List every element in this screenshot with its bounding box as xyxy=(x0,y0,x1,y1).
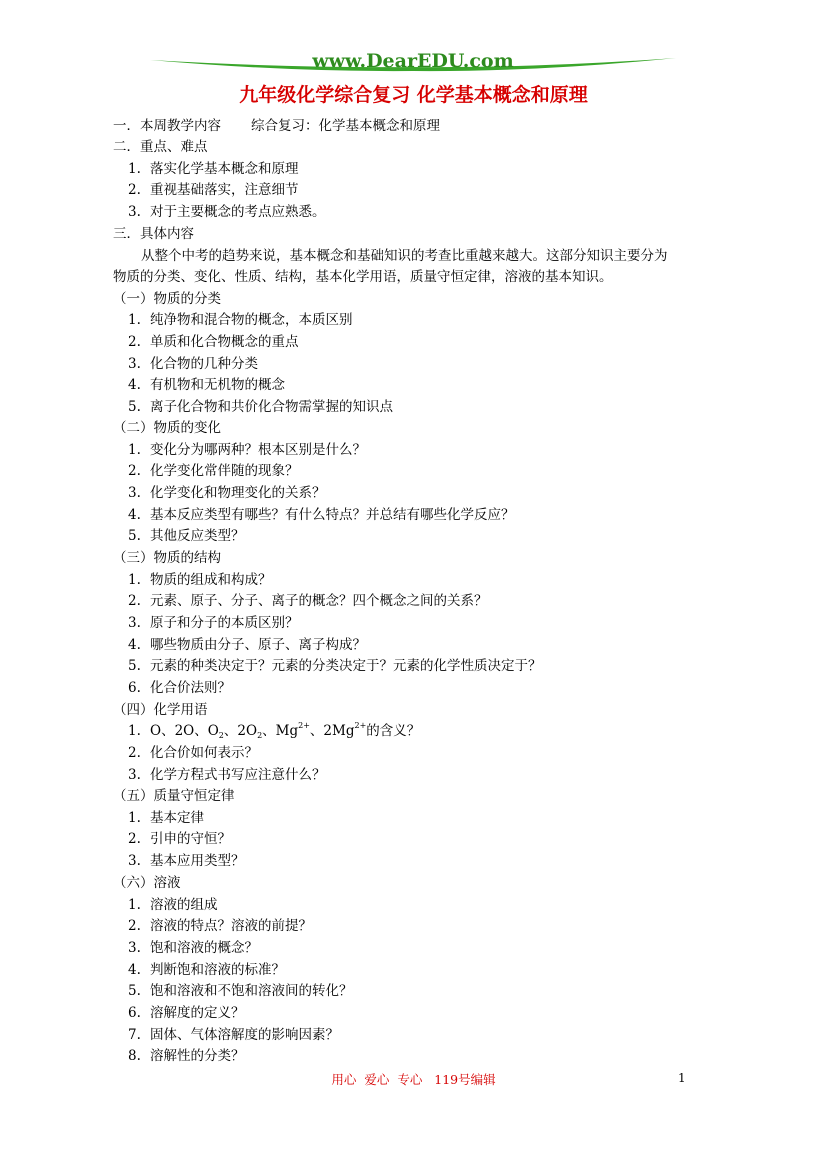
list-item: 1. 纯净物和混合物的概念，本质区别 xyxy=(128,312,353,328)
list-item: 1. 基本定律 xyxy=(128,810,204,826)
list-item: 8. 溶解性的分类？ xyxy=(128,1048,245,1064)
subsection-heading: （五）质量守恒定律 xyxy=(113,788,235,804)
list-item: 2. 重视基础落实，注意细节 xyxy=(128,182,299,198)
list-item: 4. 哪些物质由分子、原子、离子构成？ xyxy=(128,637,366,653)
list-item: 1. 落实化学基本概念和原理 xyxy=(128,161,299,177)
list-item: 3. 饱和溶液的概念？ xyxy=(128,940,258,956)
section-1-label: 一．本周教学内容 xyxy=(113,118,221,134)
subsection-heading: （六）溶液 xyxy=(113,875,181,891)
list-item: 3. 基本应用类型？ xyxy=(128,853,245,869)
list-item: 3. 化合物的几种分类 xyxy=(128,356,258,372)
header-banner xyxy=(148,48,678,78)
list-item: 4. 有机物和无机物的概念 xyxy=(128,377,285,393)
list-item: 6. 化合价法则？ xyxy=(128,680,231,696)
page-number: 1 xyxy=(678,1071,686,1085)
list-item: 3. 原子和分子的本质区别？ xyxy=(128,615,299,631)
list-item: 2. 化学变化常伴随的现象？ xyxy=(128,463,299,479)
section-3-heading: 三．具体内容 xyxy=(113,226,194,242)
list-item: 2. 溶液的特点？溶液的前提？ xyxy=(128,918,312,934)
list-item: 5. 其他反应类型？ xyxy=(128,528,245,544)
list-item: 3. 化学方程式书写应注意什么？ xyxy=(128,767,326,783)
list-item: 6. 溶解度的定义？ xyxy=(128,1005,245,1021)
list-item: 5. 元素的种类决定于？元素的分类决定于？元素的化学性质决定于？ xyxy=(128,658,542,674)
list-item: 1. 物质的组成和构成？ xyxy=(128,572,272,588)
subsection-heading: （三）物质的结构 xyxy=(113,550,221,566)
list-item: 3. 对于主要概念的考点应熟悉。 xyxy=(128,204,326,220)
subsection-heading: （四）化学用语 xyxy=(113,702,208,718)
subsection-heading: （一）物质的分类 xyxy=(113,291,221,307)
document-title: 九年级化学综合复习 化学基本概念和原理 xyxy=(239,84,588,106)
list-item: 2. 化合价如何表示？ xyxy=(128,745,258,761)
list-item: 1. 溶液的组成 xyxy=(128,897,218,913)
list-item: 5. 离子化合物和共价化合物需掌握的知识点 xyxy=(128,399,393,415)
intro-paragraph-line-1: 从整个中考的趋势来说，基本概念和基础知识的考查比重越来越大。这部分知识主要分为 xyxy=(141,248,668,264)
list-item: 2. 元素、原子、分子、离子的概念？四个概念之间的关系？ xyxy=(128,593,488,609)
list-item: 4. 判断饱和溶液的标准？ xyxy=(128,962,285,978)
intro-paragraph-line-2: 物质的分类、变化、性质、结构，基本化学用语，质量守恒定律，溶液的基本知识。 xyxy=(113,269,613,285)
list-item-chemical-symbols: 1. O、2O、$O_2$、$2O_2$、$Mg^{2+}$、$2Mg^{2+}$的含义？ xyxy=(128,721,421,740)
list-item: 3. 化学变化和物理变化的关系？ xyxy=(128,485,326,501)
list-item: 7. 固体、气体溶解度的影响因素？ xyxy=(128,1027,339,1043)
list-item: 4. 基本反应类型有哪些？有什么特点？并总结有哪些化学反应？ xyxy=(128,507,515,523)
section-1-line xyxy=(113,118,440,134)
list-item: 2. 单质和化合物概念的重点 xyxy=(128,334,299,350)
list-item: 1. 变化分为哪两种？根本区别是什么？ xyxy=(128,442,366,458)
section-1-value: 综合复习：化学基本概念和原理 xyxy=(251,118,440,134)
list-item: 2. 引申的守恒？ xyxy=(128,831,231,847)
list-item: 5. 饱和溶液和不饱和溶液间的转化？ xyxy=(128,983,353,999)
site-url: www.DearEDU.com xyxy=(312,50,514,72)
section-2-heading: 二．重点、难点 xyxy=(113,139,208,155)
page-footer: 用心 爱心 专心 119号编辑 xyxy=(331,1072,496,1087)
subsection-heading: （二）物质的变化 xyxy=(113,420,221,436)
